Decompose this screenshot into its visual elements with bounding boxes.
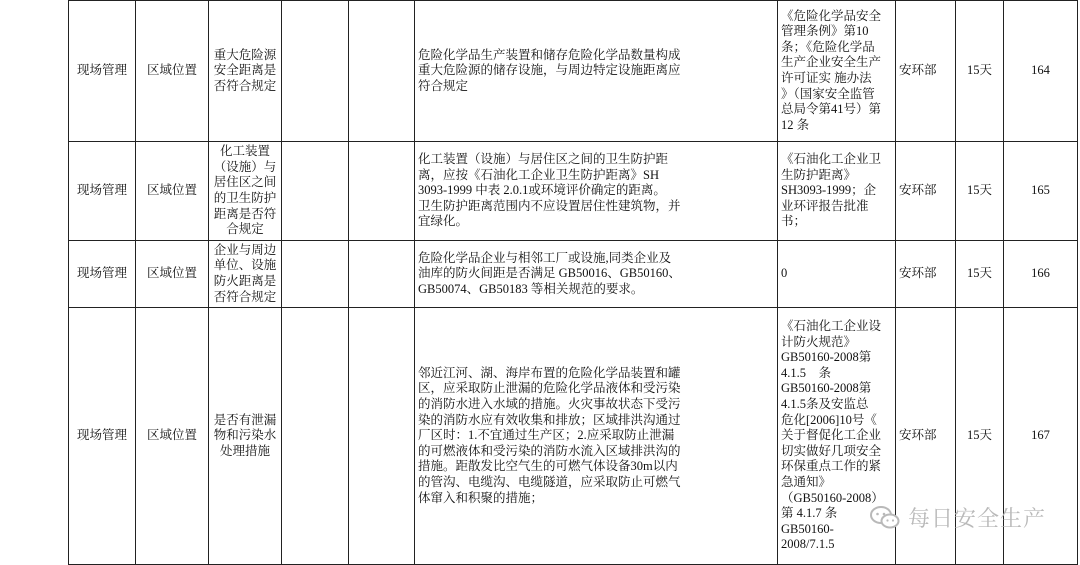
description-cell (415, 241, 778, 308)
cell-line: 环保重点工作的紧 (781, 459, 882, 474)
cell-line: 危险化学品生产装置和储存危险化学品数量构成 (418, 47, 681, 62)
basis-cell (778, 241, 896, 308)
sub-category-cell: 区域位置 (136, 308, 209, 565)
cell-line: 化工装置（设施）与居住区之间的卫生防护距 (418, 152, 669, 167)
cell-line: 危化[2006]10号《 (781, 412, 877, 427)
cell-line: 4.1.5 条 (781, 365, 832, 380)
cell-line: 重大危险源的储存设施，与周边特定设施距离应 (418, 63, 681, 78)
cell-line: 总局令第41号）第 (781, 102, 882, 117)
cell-line: 关于督促化工企业 (781, 428, 882, 443)
cell-line: 符合规定 (418, 78, 469, 93)
blank-cell (349, 1, 415, 142)
cell-line: 0 (781, 266, 788, 281)
department-cell: 安环部 (896, 1, 956, 142)
blank-cell (282, 142, 349, 241)
cell-line: 体窜入和积聚的措施； (418, 490, 544, 505)
cell-line: （设施）与 (213, 159, 277, 174)
check-item-cell (209, 1, 282, 142)
table-row (69, 1, 1078, 142)
table-row (69, 142, 1078, 241)
cell-line: 计防火规范》 (781, 334, 857, 349)
cell-line: 离，应按《石油化工企业卫生防护距离》SH (418, 167, 659, 182)
check-item-cell (209, 308, 282, 565)
cell-line: 生产企业安全生产 (781, 55, 882, 70)
watermark (870, 502, 1046, 533)
category-cell: 现场管理 (69, 241, 136, 308)
cell-line: 第 4.1.7 条 (781, 506, 838, 521)
cell-line: 居住区之间 (213, 175, 277, 190)
cell-line: 》（国家安全监管 (781, 86, 875, 101)
blank-cell (282, 241, 349, 308)
cell-line: 《石油化工企业设 (781, 319, 882, 334)
cell-line: 距离是否符 (213, 206, 277, 221)
cell-line: 管理条例》第10 (781, 24, 869, 39)
regulation-table (68, 0, 1078, 565)
blank-cell (349, 241, 415, 308)
cell-line: 染的消防水应有效收集和排放；区域排洪沟通过 (418, 412, 681, 427)
description-cell (415, 308, 778, 565)
cell-line: 危险化学品企业与相邻工厂或设施,同类企业及 (418, 250, 672, 265)
cell-line: GB50160- (781, 521, 834, 536)
check-item-cell (209, 142, 282, 241)
cell-line: SH3093-1999；企 (781, 183, 877, 198)
cell-line: 的管沟、电缆沟、电缆隧道，应采取防止可燃气 (418, 474, 681, 489)
blank-cell (349, 308, 415, 565)
blank-cell (282, 308, 349, 565)
cell-line: 的可燃液体和受污染的消防水流入区域排洪沟的 (418, 443, 681, 458)
cell-line: 急通知》 (781, 474, 832, 489)
sub-category-cell: 区域位置 (136, 142, 209, 241)
cell-line: 3093-1999 中表 2.0.1或环境评价确定的距离。 (418, 183, 666, 198)
cell-line: 许可证实 施办法 (781, 71, 872, 85)
cell-line: 2008/7.1.5 (781, 537, 835, 552)
number-cell: 167 (1004, 308, 1078, 565)
cell-line: 的消防水进入水域的措施。火灾事故状态下受污 (418, 397, 681, 412)
cell-line: 邻近江河、湖、海岸布置的危险化学品装置和罐 (418, 365, 681, 380)
cell-line: 是否有泄漏 (213, 412, 277, 427)
cell-line: 措施。距散发比空气生的可燃气体设备30m以内 (418, 459, 678, 474)
cell-line: 区，应采取防止泄漏的危险化学品液体和受污染 (418, 381, 681, 396)
category-cell: 现场管理 (69, 142, 136, 241)
cell-line: 卫生防护距离范围内不应设置居住性建筑物，并 (418, 198, 681, 213)
basis-cell (778, 1, 896, 142)
cell-line: GB50160-2008第 (781, 381, 872, 396)
cell-line: 处理措施 (219, 443, 270, 458)
cell-line: 宜绿化。 (418, 214, 469, 229)
cell-line: 12 条 (781, 117, 810, 132)
description-cell (415, 142, 778, 241)
period-cell: 15天 (956, 308, 1004, 565)
cell-line: 《危险化学品安全 (781, 8, 882, 23)
cell-line: 《石油化工企业卫 (781, 152, 882, 167)
cell-line: 防火距离是 (213, 274, 277, 288)
check-item-cell (209, 241, 282, 308)
period-cell: 15天 (956, 241, 1004, 308)
period-cell: 15天 (956, 1, 1004, 142)
sub-category-cell: 区域位置 (136, 1, 209, 142)
cell-line: 重大危险源 (213, 47, 277, 62)
cell-line: 4.1.5条及安监总 (781, 397, 869, 412)
cell-line: 合规定 (226, 222, 264, 237)
cell-line: GB50074、GB50183 等相关规范的要求。 (418, 281, 644, 296)
cell-line: 业环评报告批准 (781, 198, 869, 213)
sub-category-cell: 区域位置 (136, 241, 209, 308)
cell-line: 单位、设施 (213, 258, 277, 273)
number-cell: 164 (1004, 1, 1078, 142)
cell-line: GB50160-2008第 (781, 350, 872, 365)
number-cell: 165 (1004, 142, 1078, 241)
cell-line: 书； (781, 214, 807, 229)
cell-line: 的卫生防护 (213, 191, 277, 205)
basis-cell (778, 142, 896, 241)
wechat-icon (870, 505, 900, 531)
cell-line: 切实做好几项安全 (781, 443, 882, 458)
cell-line: 厂区时：1.不宜通过生产区；2.应采取防止泄漏 (418, 428, 675, 443)
department-cell: 安环部 (896, 308, 956, 565)
department-cell: 安环部 (896, 142, 956, 241)
cell-line: 企业与周边 (213, 242, 277, 257)
blank-cell (349, 142, 415, 241)
period-cell: 15天 (956, 142, 1004, 241)
cell-line: 化工装置 (219, 144, 270, 159)
department-cell: 安环部 (896, 241, 956, 308)
cell-line: 条；《危险化学品 (781, 39, 875, 54)
table-row (69, 241, 1078, 308)
cell-line: （GB50160-2008） (781, 490, 884, 505)
blank-cell (282, 1, 349, 142)
cell-line: 油库的防火间距是否满足 GB50016、GB50160、 (418, 266, 681, 281)
number-cell: 166 (1004, 241, 1078, 308)
cell-line: 安全距离是 (213, 63, 277, 78)
watermark-text: 每日安全生产 (907, 507, 1046, 532)
description-cell (415, 1, 778, 142)
category-cell: 现场管理 (69, 308, 136, 565)
cell-line: 否符合规定 (213, 78, 277, 93)
category-cell: 现场管理 (69, 1, 136, 142)
cell-line: 否符合规定 (213, 289, 277, 304)
cell-line: 生防护距离》 (781, 167, 857, 182)
cell-line: 物和污染水 (213, 428, 277, 443)
